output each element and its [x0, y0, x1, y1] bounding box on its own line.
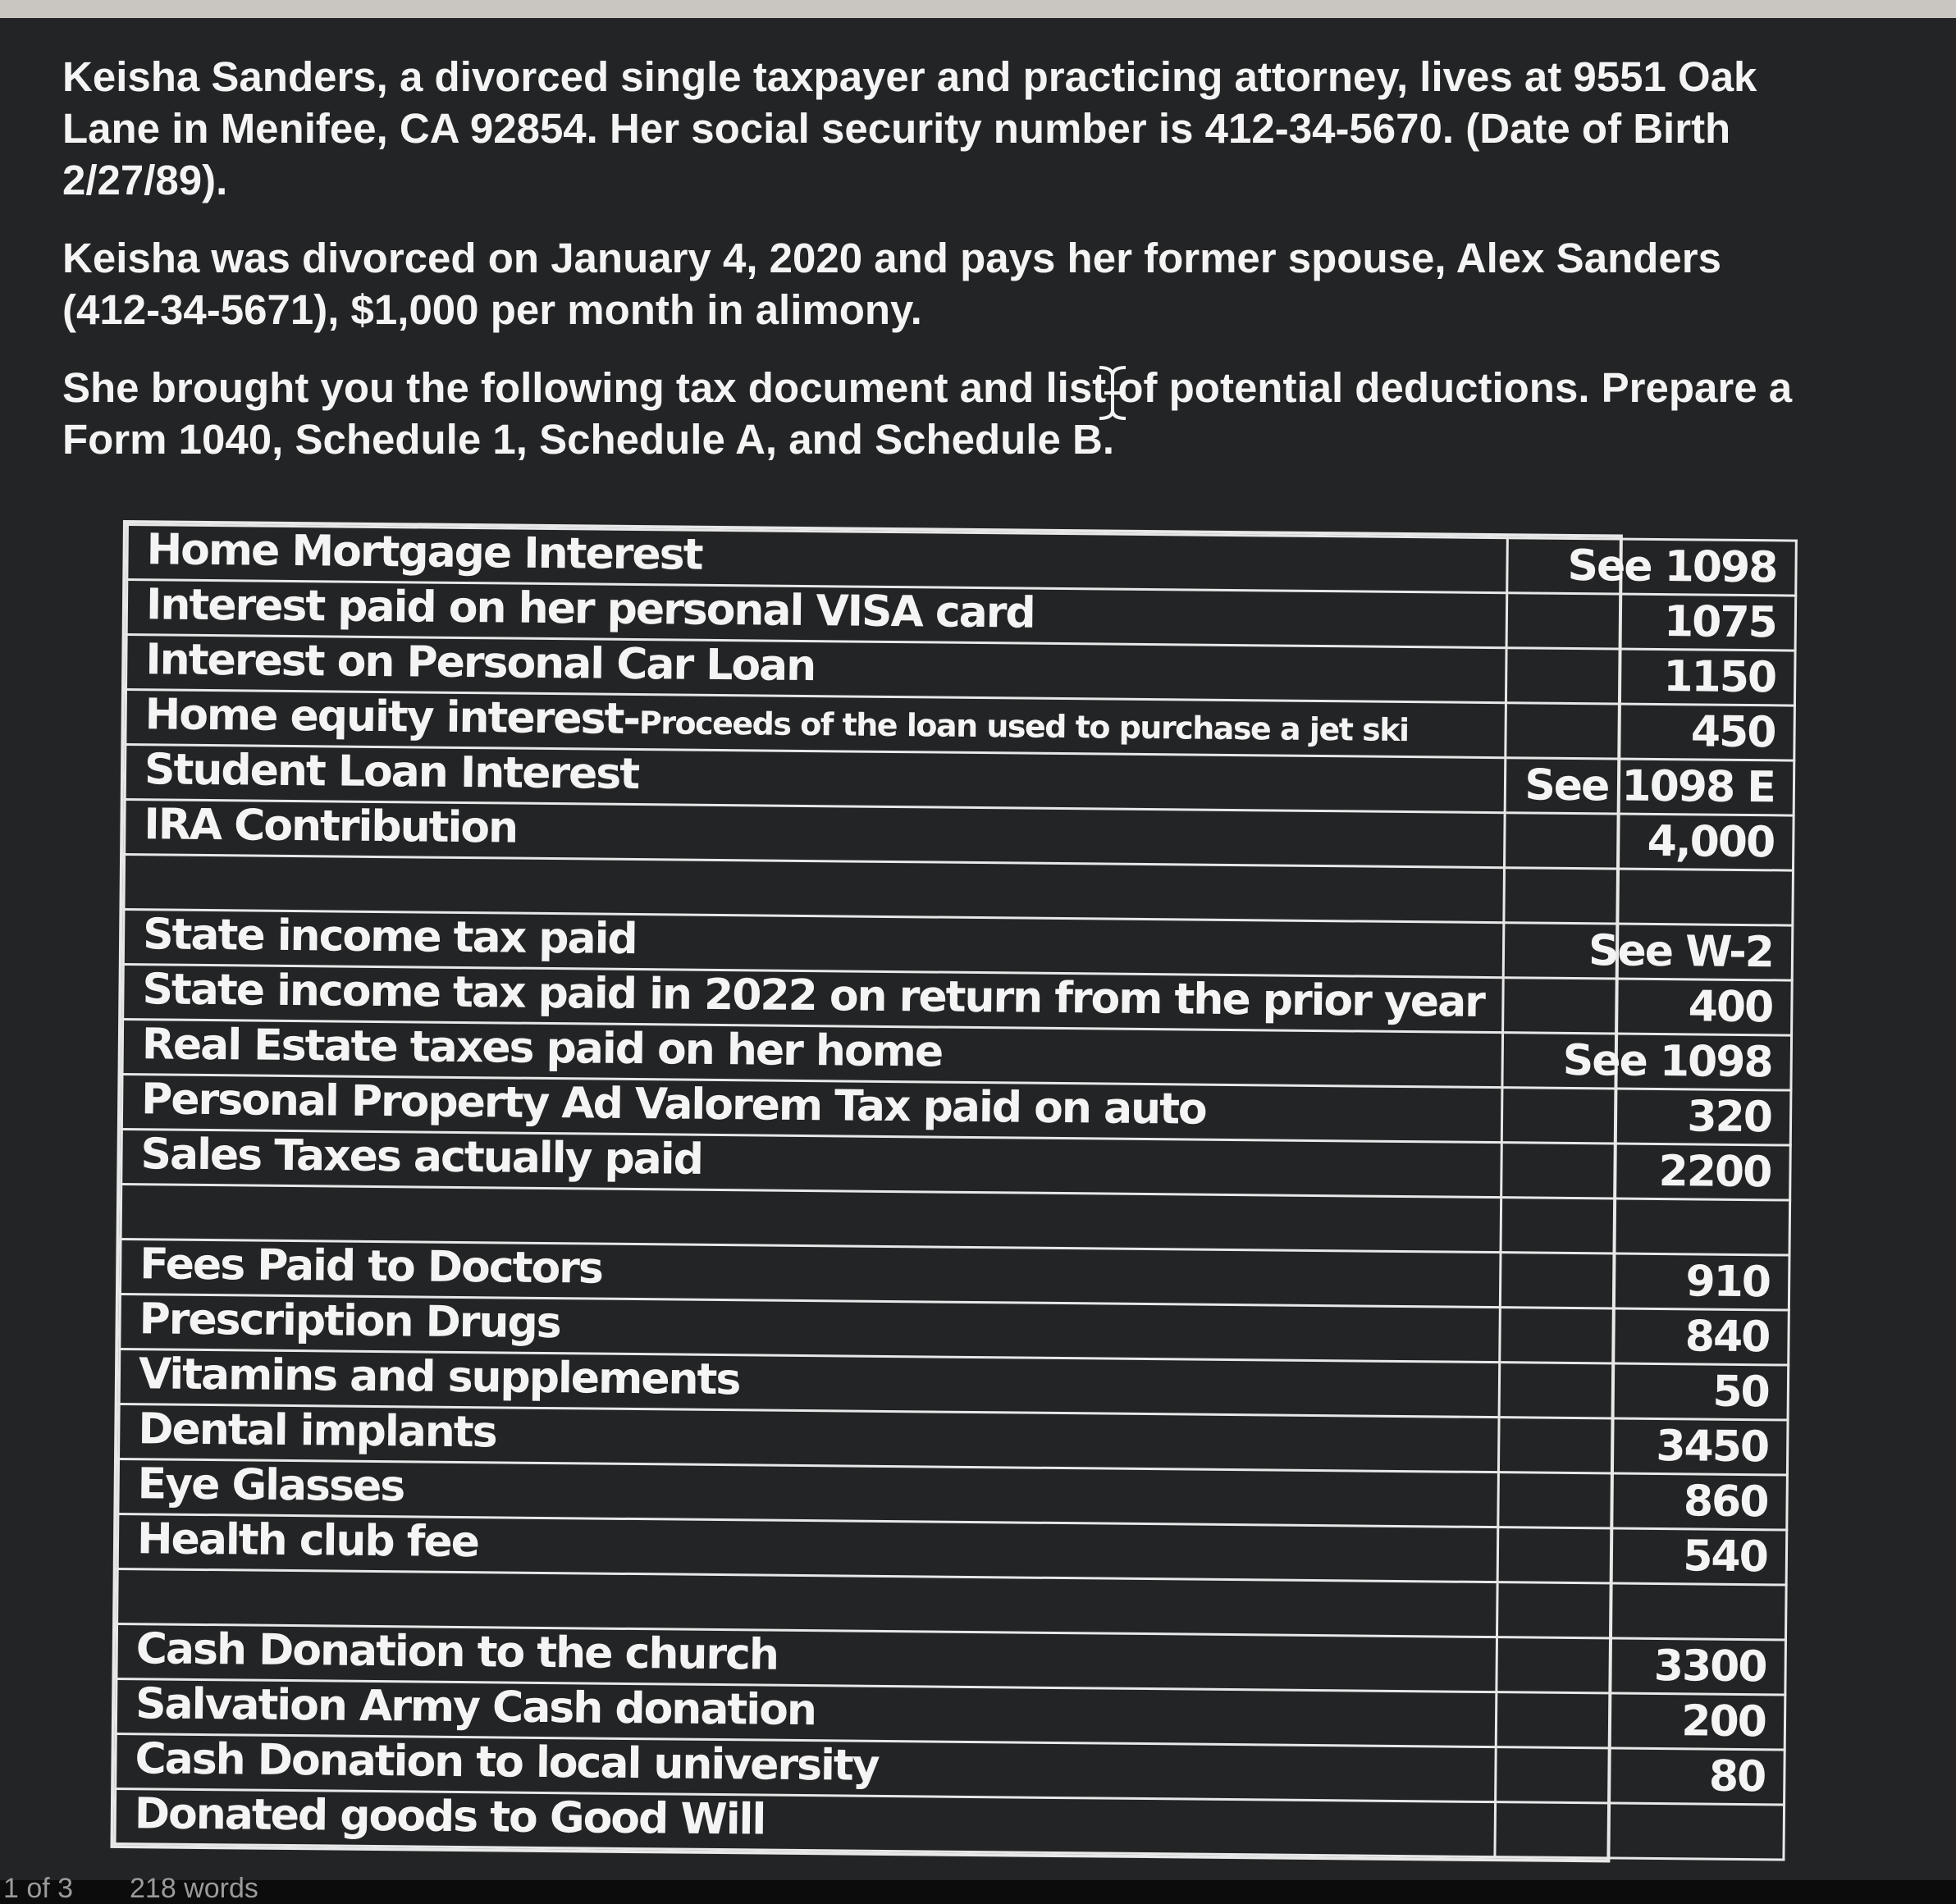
deduction-sublabel-text: Proceeds of the loan used to purchase a jet ski [638, 705, 1409, 749]
intro-paragraph-3-end: of potential deductions. Prepare a Form 1040, Schedule 1, Schedule A, and Schedule B. [62, 364, 1793, 463]
deduction-amount: 400 [1503, 978, 1792, 1035]
deduction-amount: See 1098 [1502, 1033, 1791, 1090]
word-count[interactable]: 218 words [130, 1873, 258, 1904]
deduction-label-text: State income tax paid [142, 910, 637, 965]
deduction-amount: 450 [1506, 703, 1794, 760]
deduction-label-text: Interest on Personal Car Loan [145, 635, 816, 692]
deduction-amount: 200 [1497, 1692, 1785, 1750]
intro-paragraph-3 [62, 362, 1818, 465]
deduction-amount: 4,000 [1505, 813, 1794, 870]
deduction-label-text: Sales Taxes actually paid [140, 1130, 703, 1185]
window-top-strip [0, 0, 1956, 18]
status-bar [0, 1873, 1956, 1904]
deduction-amount: 1075 [1506, 593, 1795, 651]
deduction-label-text: Fees Paid to Doctors [139, 1240, 603, 1294]
deduction-amount [1504, 868, 1793, 925]
deduction-label-text: Cash Donation to the church [135, 1624, 779, 1680]
deduction-label-text: Donated goods to Good Will [134, 1789, 765, 1845]
deduction-amount: 1150 [1506, 648, 1795, 705]
deductions-table [113, 523, 1797, 1861]
deduction-amount: 860 [1498, 1473, 1787, 1530]
deduction-label-text: Health club fee [136, 1514, 479, 1568]
page-count: 1 of 3 [3, 1873, 74, 1904]
deduction-label-text: State income tax paid in 2022 on return from the prior year [142, 965, 1485, 1027]
deduction-label-text: Vitamins and supplements [138, 1349, 740, 1405]
deduction-label-text: Real Estate taxes paid on her home [141, 1020, 943, 1077]
deduction-amount: 320 [1502, 1088, 1791, 1145]
deduction-label-text: Cash Donation to local university [135, 1734, 879, 1791]
deduction-amount: See W-2 [1504, 923, 1793, 980]
deductions-table-body [115, 525, 1796, 1860]
deduction-label-text: Interest paid on her personal VISA card [145, 580, 1035, 638]
intro-paragraph-1: Keisha Sanders, a divorced single taxpayer and practicing attorney, lives at 9551 Oak Lane in Menifee, CA 92854. Her social security number is 412-34-5670. (Date of Birth 2/27/89). [62, 53, 1757, 203]
deduction-label-text: Dental implants [138, 1404, 496, 1458]
deduction-amount: 2200 [1501, 1143, 1790, 1200]
deduction-amount: 3300 [1497, 1637, 1785, 1695]
deduction-label-text: Home Mortgage Interest [146, 525, 702, 580]
deduction-label-text: Salvation Army Cash donation [135, 1679, 816, 1736]
document-page [0, 18, 1956, 1880]
deduction-label-text: Home equity interest- [144, 690, 640, 745]
deduction-amount [1501, 1198, 1789, 1255]
deduction-amount: See 1098 E [1506, 758, 1794, 815]
deduction-amount: 910 [1501, 1253, 1789, 1310]
deduction-amount: 3450 [1499, 1418, 1788, 1475]
deduction-label-text: Eye Glasses [137, 1459, 404, 1512]
deduction-label-text: Prescription Drugs [139, 1294, 560, 1349]
deduction-amount: 50 [1499, 1363, 1788, 1420]
deduction-amount [1497, 1582, 1786, 1640]
deduction-amount [1495, 1802, 1784, 1860]
deduction-label-text: IRA Contribution [144, 800, 518, 853]
deduction-label-text: Student Loan Interest [144, 745, 639, 800]
intro-paragraph-3-start: She brought you the following tax document and list [62, 364, 1118, 411]
deduction-label-text: Personal Property Ad Valorem Tax paid on auto [140, 1075, 1206, 1135]
deduction-amount: 840 [1500, 1308, 1789, 1365]
problem-intro [62, 51, 1818, 491]
deductions-table-wrapper [110, 520, 1777, 1862]
deduction-amount: 80 [1496, 1747, 1785, 1805]
intro-paragraph-2: Keisha was divorced on January 4, 2020 and pays her former spouse, Alex Sanders (412-34-5671), $1,000 per month in alimony. [62, 235, 1721, 333]
deduction-amount: See 1098 [1507, 538, 1796, 596]
deduction-amount: 540 [1498, 1527, 1787, 1585]
